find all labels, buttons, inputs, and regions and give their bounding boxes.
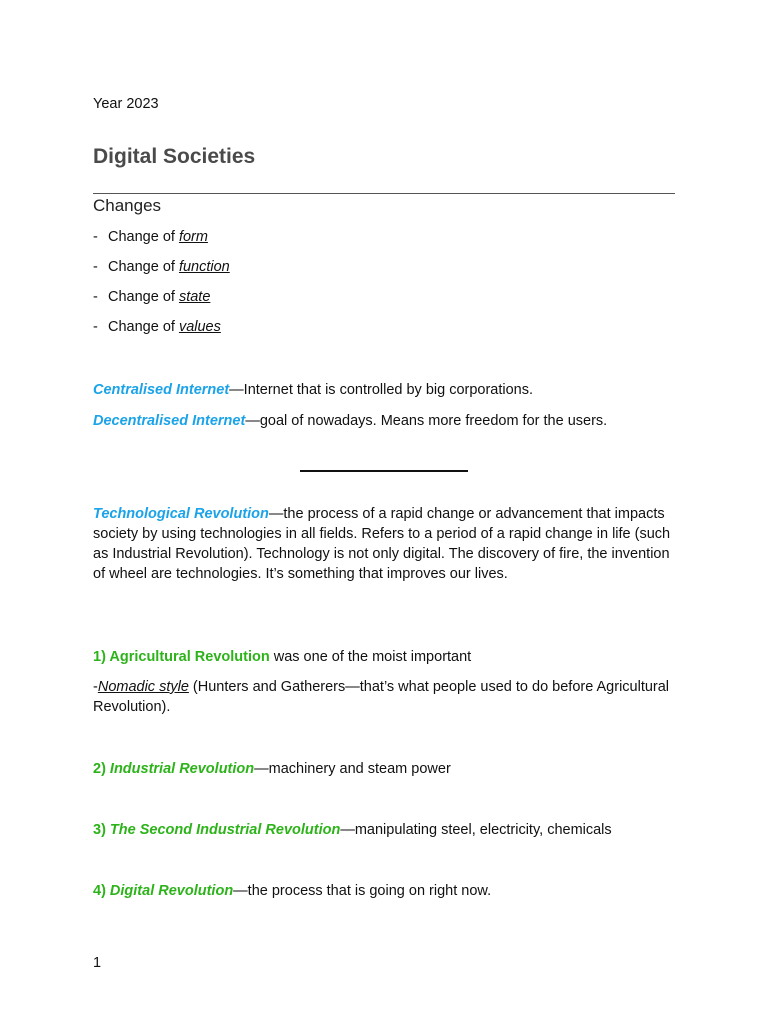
- change-item-form: [93, 229, 208, 245]
- change-item-function: [93, 259, 230, 275]
- centralised-internet-term: Centralised Internet: [93, 382, 230, 398]
- section-separator: [300, 470, 468, 472]
- change-prefix: Change of: [108, 259, 179, 275]
- revolution-term: Digital Revolution: [109, 883, 234, 899]
- change-term: function: [178, 259, 230, 275]
- nomadic-style-note: [93, 677, 673, 717]
- change-prefix: Change of: [108, 289, 179, 305]
- change-prefix: Change of: [108, 229, 179, 245]
- title-divider: [93, 193, 675, 194]
- revolution-number: 1): [93, 649, 110, 665]
- nomadic-style-term: Nomadic style: [97, 679, 189, 695]
- revolution-number: 4): [93, 883, 110, 899]
- decentralised-internet-term: Decentralised Internet: [93, 413, 246, 429]
- dash-marker: -: [93, 679, 98, 695]
- dash-marker: -: [93, 259, 98, 275]
- change-term: values: [178, 319, 221, 335]
- technological-revolution-text: —the process of a rapid change or advancement that impacts society by using technologies in all fields. Refers to a period of a rapid change in life (such as Industrial Revolution). Technology is not only digital. The discovery of fire, the invention of wheel are technologies. It’s something that improves our lives.: [93, 506, 671, 582]
- dash-marker: -: [93, 229, 98, 245]
- page-number: 1: [93, 955, 102, 971]
- change-item-state: [93, 289, 210, 305]
- change-term: state: [178, 289, 211, 305]
- technological-revolution-term: Technological Revolution: [93, 506, 269, 522]
- decentralised-internet-text: —goal of nowadays. Means more freedom for the users.: [245, 413, 608, 429]
- revolution-number: 2): [93, 761, 110, 777]
- centralised-internet-text: —Internet that is controlled by big corporations.: [229, 382, 534, 398]
- page-title: Digital Societies: [93, 145, 256, 168]
- revolution-item-1: [93, 647, 673, 667]
- revolution-text: was one of the moist important: [269, 649, 472, 665]
- centralised-internet-definition: [93, 380, 673, 400]
- revolution-item-4: [93, 881, 673, 901]
- change-term: form: [178, 229, 208, 245]
- revolution-text: —manipulating steel, electricity, chemicals: [340, 822, 612, 838]
- nomadic-style-text: (Hunters and Gatherers—that’s what people used to do before Agricultural Revolution).: [93, 679, 670, 715]
- change-item-values: [93, 319, 221, 335]
- change-prefix: Change of: [108, 319, 179, 335]
- technological-revolution-definition: [93, 504, 673, 584]
- decentralised-internet-definition: [93, 411, 673, 431]
- revolution-text: —machinery and steam power: [254, 761, 451, 777]
- revolution-item-2: [93, 759, 673, 779]
- dash-marker: -: [93, 289, 98, 305]
- year-label: Year 2023: [93, 96, 159, 112]
- changes-heading: Changes: [93, 196, 162, 215]
- revolution-item-3: [93, 820, 673, 840]
- dash-marker: -: [93, 319, 98, 335]
- revolution-term: Agricultural Revolution: [109, 649, 270, 665]
- revolution-text: —the process that is going on right now.: [233, 883, 492, 899]
- revolution-term: Industrial Revolution: [109, 761, 255, 777]
- revolution-number: 3): [93, 822, 110, 838]
- revolution-term: The Second Industrial Revolution: [109, 822, 341, 838]
